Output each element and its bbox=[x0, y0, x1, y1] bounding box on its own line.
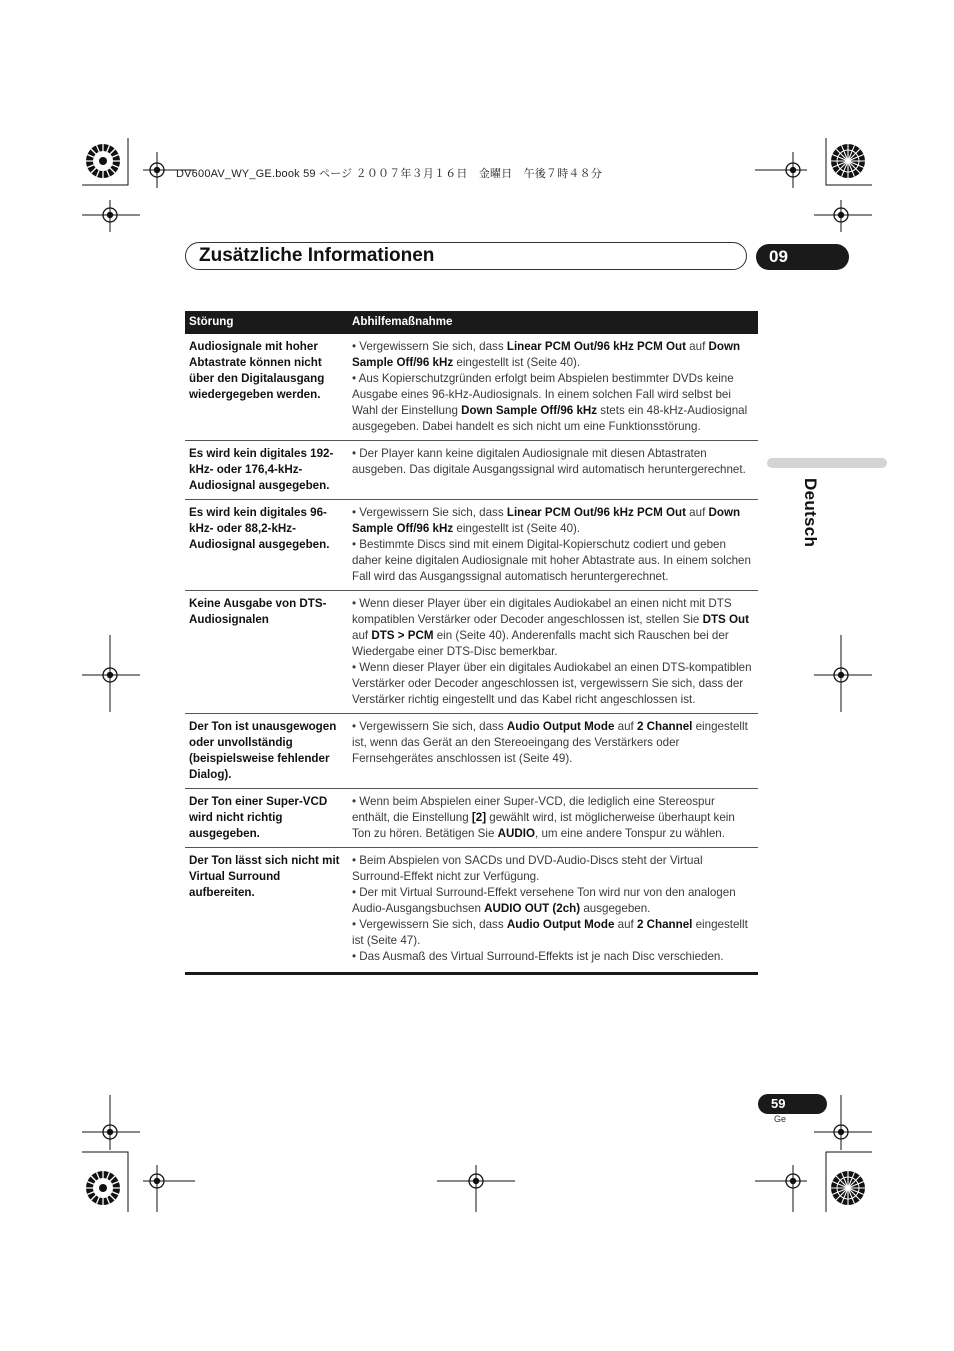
setting-name: AUDIO OUT (2ch) bbox=[484, 902, 581, 915]
remedy-text: • Aus Kopierschutzgründen erfolgt beim Abspielen bestimmter DVDs keine Ausgabe eines 96-kHz-Audiosignals. In einem solchen Fall wird selbst bei Wahl der Einstellung bbox=[352, 372, 734, 417]
remedy-text: • Bestimmte Discs sind mit einem Digital-Kopierschutz codiert und geben daher keine digitalen Audiosignale mit hoher Abtastrate aus. In einem solchen Fall wird das Ausgangssignal automatisch heruntergerechnet. bbox=[352, 538, 751, 583]
remedy-text: ein (Seite 40). Anderenfalls macht sich Rauschen bei der Wiedergabe einer DTS-Disc bemerkbar. bbox=[352, 629, 729, 658]
remedy-text: auf bbox=[685, 340, 709, 353]
remedy-bullet bbox=[352, 537, 754, 585]
problem-cell: Audiosignale mit hoher Abtastrate können nicht über den Digitalausgang wiedergegeben werden. bbox=[185, 334, 348, 441]
remedy-text: gewählt wird, ist möglicherweise überhaupt kein Ton zu hören. Betätigen Sie bbox=[352, 811, 735, 840]
remedy-cell bbox=[348, 714, 758, 789]
remedy-cell bbox=[348, 441, 758, 500]
setting-name: Down Sample Off/96 kHz bbox=[352, 506, 741, 535]
setting-name: Down Sample Off/96 kHz bbox=[352, 340, 741, 369]
setting-name: 2 Channel bbox=[636, 720, 693, 733]
table-row bbox=[185, 591, 758, 714]
table-row bbox=[185, 334, 758, 441]
table-row bbox=[185, 441, 758, 500]
table-row bbox=[185, 500, 758, 591]
remedy-bullet bbox=[352, 853, 754, 885]
remedy-bullet bbox=[352, 596, 754, 660]
remedy-bullet bbox=[352, 794, 754, 842]
remedy-text: eingestellt ist (Seite 47). bbox=[352, 918, 748, 947]
remedy-text: stets ein 48-kHz-Audiosignal ausgegeben. Dabei handelt es sich nicht um eine Funktionsstörung. bbox=[352, 404, 748, 433]
remedy-text: eingestellt ist, wenn das Gerät an den Stereoeingang des Verstärkers oder Fernsehgerätes anschlossen ist (Seite 49). bbox=[352, 720, 748, 765]
remedy-text: auf bbox=[614, 918, 637, 931]
remedy-cell bbox=[348, 500, 758, 591]
setting-name: 2 Channel bbox=[636, 918, 693, 931]
page-number-badge: 59 bbox=[758, 1094, 827, 1114]
remedy-text: • Wenn beim Abspielen einer Super-VCD, die lediglich eine Stereospur enthält, die Einstellung bbox=[352, 795, 715, 824]
remedy-cell bbox=[348, 848, 758, 974]
remedy-text: • Wenn dieser Player über ein digitales Audiokabel an einen DTS-kompatiblen Verstärker oder Decoder angeschlossen ist, vergewissern Sie sich, dass der Verstärker richtig eingestellt und das Kabel richt angeschlossen ist. bbox=[352, 661, 752, 706]
table-header-row bbox=[185, 311, 758, 334]
setting-name: Audio Output Mode bbox=[506, 720, 615, 733]
remedy-text: • Vergewissern Sie sich, dass bbox=[352, 340, 507, 353]
problem-cell: Es wird kein digitales 96-kHz- oder 88,2-kHz-Audiosignal ausgegeben. bbox=[185, 500, 348, 591]
problem-cell: Keine Ausgabe von DTS-Audiosignalen bbox=[185, 591, 348, 714]
remedy-text: • Beim Abspielen von SACDs und DVD-Audio-Discs steht der Virtual Surround-Effekt nicht zur Verfügung. bbox=[352, 854, 703, 883]
table-row bbox=[185, 714, 758, 789]
remedy-cell bbox=[348, 789, 758, 848]
section-title: Zusätzliche Informationen bbox=[199, 245, 435, 266]
remedy-cell bbox=[348, 334, 758, 441]
remedy-text: • Der Player kann keine digitalen Audiosignale mit diesen Abtastraten ausgeben. Das digitale Ausgangssignal wird automatisch heruntergerechnet. bbox=[352, 447, 746, 476]
table-row bbox=[185, 848, 758, 974]
setting-name: Linear PCM Out/96 kHz PCM Out bbox=[506, 506, 686, 519]
setting-name: Linear PCM Out/96 kHz PCM Out bbox=[506, 340, 686, 353]
remedy-bullet bbox=[352, 371, 754, 435]
setting-name: Audio Output Mode bbox=[506, 918, 615, 931]
language-label: Deutsch bbox=[801, 478, 820, 548]
column-header-remedy: Abhilfemaßnahme bbox=[348, 311, 758, 334]
remedy-cell bbox=[348, 591, 758, 714]
book-info-line: DV600AV_WY_GE.book 59 ページ ２００７年３月１６日 金曜日 午後７時４８分 bbox=[176, 168, 603, 180]
remedy-text: eingestellt ist (Seite 40). bbox=[453, 356, 581, 369]
table-row bbox=[185, 789, 758, 848]
setting-name: DTS > PCM bbox=[371, 629, 434, 642]
setting-name: AUDIO bbox=[497, 827, 536, 840]
setting-name: Down Sample Off/96 kHz bbox=[461, 404, 598, 417]
remedy-bullet bbox=[352, 339, 754, 371]
setting-name: [2] bbox=[471, 811, 487, 824]
remedy-text: • Das Ausmaß des Virtual Surround-Effekts ist je nach Disc verschieden. bbox=[352, 950, 724, 963]
remedy-text: auf bbox=[614, 720, 637, 733]
problem-cell: Es wird kein digitales 192-kHz- oder 176,4-kHz-Audiosignal ausgegeben. bbox=[185, 441, 348, 500]
page-language-code: Ge bbox=[774, 1114, 787, 1124]
remedy-text: • Der mit Virtual Surround-Effekt versehene Ton wird nur von den analogen Audio-Ausgangsbuchsen bbox=[352, 886, 736, 915]
remedy-bullet bbox=[352, 446, 754, 478]
remedy-text: auf bbox=[685, 506, 709, 519]
language-side-tab bbox=[767, 458, 887, 468]
remedy-text: eingestellt ist (Seite 40). bbox=[453, 522, 581, 535]
remedy-text: • Vergewissern Sie sich, dass bbox=[352, 720, 507, 733]
remedy-bullet bbox=[352, 505, 754, 537]
problem-cell: Der Ton einer Super-VCD wird nicht richtig ausgegeben. bbox=[185, 789, 348, 848]
remedy-bullet bbox=[352, 660, 754, 708]
chapter-number-badge: 09 bbox=[756, 244, 849, 270]
problem-cell: Der Ton lässt sich nicht mit Virtual Surround aufbereiten. bbox=[185, 848, 348, 974]
remedy-text: auf bbox=[352, 629, 372, 642]
remedy-bullet bbox=[352, 917, 754, 949]
remedy-bullet bbox=[352, 885, 754, 917]
remedy-text: , um eine andere Tonspur zu wählen. bbox=[535, 827, 725, 840]
column-header-problem: Störung bbox=[185, 311, 348, 334]
setting-name: DTS Out bbox=[702, 613, 749, 626]
remedy-text: • Wenn dieser Player über ein digitales Audiokabel an einen nicht mit DTS kompatiblen Verstärker oder Decoder angeschlossen ist, stellen Sie bbox=[352, 597, 732, 626]
remedy-bullet bbox=[352, 719, 754, 767]
remedy-bullet bbox=[352, 949, 754, 965]
problem-cell: Der Ton ist unausgewogen oder unvollständig (beispielsweise fehlender Dialog). bbox=[185, 714, 348, 789]
remedy-text: • Vergewissern Sie sich, dass bbox=[352, 918, 507, 931]
troubleshooting-table bbox=[185, 311, 758, 975]
remedy-text: • Vergewissern Sie sich, dass bbox=[352, 506, 507, 519]
remedy-text: ausgegeben. bbox=[580, 902, 651, 915]
